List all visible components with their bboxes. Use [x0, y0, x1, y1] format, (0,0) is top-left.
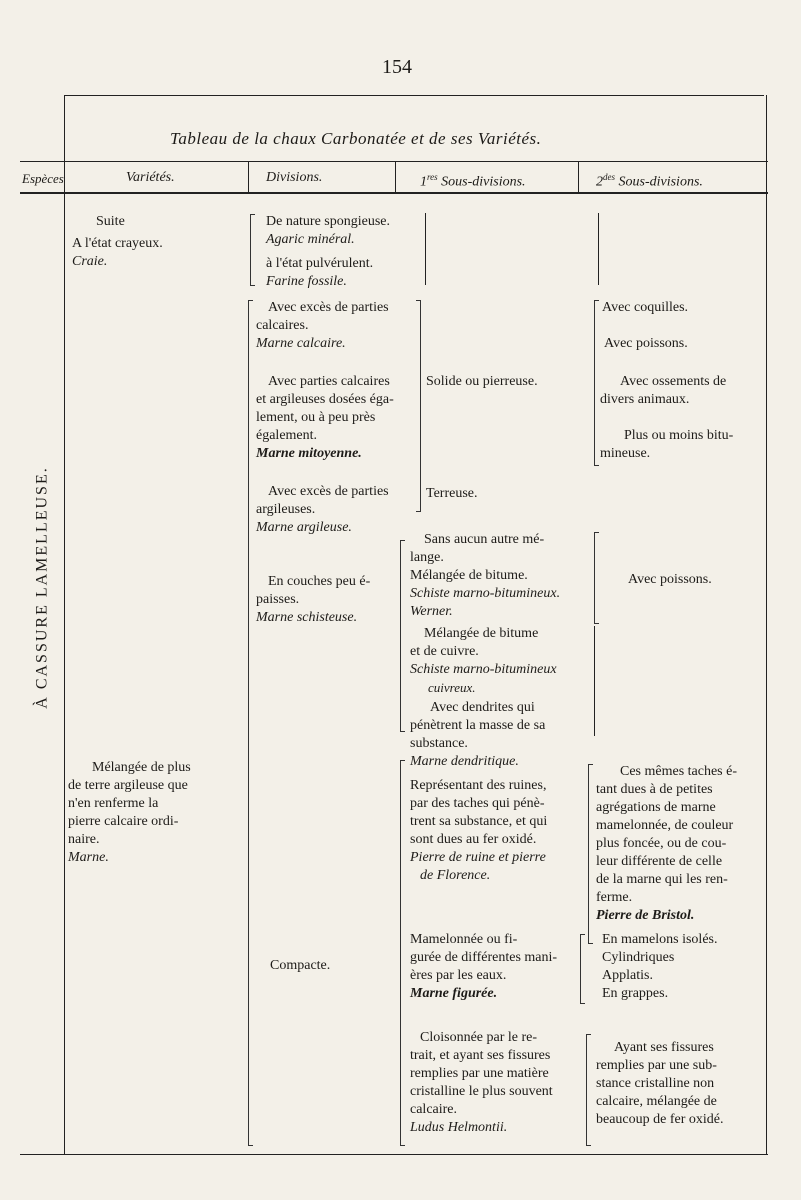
col-divider-2	[248, 161, 249, 193]
brace-figuree	[580, 934, 585, 1004]
ludus-s5: beaucoup de fer oxidé.	[596, 1112, 724, 1127]
ludus-s1: Ayant ses fissures	[614, 1040, 714, 1055]
ruine-l2: par des taches qui pénè-	[410, 796, 545, 811]
header-sub2-sup: des	[603, 172, 615, 182]
solide-label: Solide ou pierreuse.	[426, 374, 538, 389]
div-spongy: De nature spongieuse.	[266, 214, 391, 229]
ruine-l1: Représentant des ruines,	[410, 778, 547, 793]
ludus-l1: Cloisonnée par le re-	[420, 1030, 538, 1045]
argil-l1: Avec excès de parties	[268, 484, 389, 499]
solide-bitu-2: mineuse.	[600, 446, 651, 461]
schiste-dend-2: pénètrent la masse de sa	[410, 718, 546, 733]
brace-marne	[248, 300, 253, 1146]
solide-ossements: Avec ossements de	[620, 374, 727, 389]
brace-ruine	[588, 764, 593, 944]
schiste-cuiv-4: cuivreux.	[428, 680, 476, 695]
col-line-craie-a	[425, 213, 426, 285]
couches-l2: paisses.	[256, 592, 300, 607]
variety-marne-l4: pierre calcaire ordi-	[68, 814, 179, 829]
ludus-l4: cristalline le plus souvent	[410, 1084, 553, 1099]
couches-name: Marne schisteuse.	[256, 610, 358, 625]
ludus-s4: calcaire, mélangée de	[596, 1094, 717, 1109]
figuree-l4: Marne figurée.	[410, 986, 498, 1001]
mitoy-l2: et argileuses dosées éga-	[256, 392, 394, 407]
header-sub1-label: Sous-divisions.	[441, 174, 526, 190]
brace-ludus	[586, 1034, 591, 1146]
schiste-poissons: Avec poissons.	[628, 572, 712, 587]
figuree-s1: En mamelons isolés.	[602, 932, 718, 947]
header-sub2-label: Sous-divisions.	[618, 174, 703, 190]
schiste-cuiv-1: Mélangée de bitume	[424, 626, 539, 641]
figuree-s4: En grappes.	[602, 986, 669, 1001]
ruine-s5: plus foncée, ou de cou-	[596, 836, 727, 851]
terreuse-label: Terreuse.	[426, 486, 478, 501]
table-title: Tableau de la chaux Carbonatée et de ses Variétés.	[170, 129, 542, 148]
ludus-s3: stance cristalline non	[596, 1076, 715, 1091]
brace-solide-sub	[594, 300, 599, 466]
div-spongy-name: Agaric minéral.	[266, 232, 355, 247]
ruine-l5: Pierre de ruine et pierre	[410, 850, 546, 865]
header-varietes: Variétés.	[126, 170, 175, 185]
brace-compacte	[400, 760, 405, 1146]
ludus-l6: Ludus Helmontii.	[410, 1120, 508, 1135]
table-bottom-rule	[20, 1154, 768, 1155]
solide-ossements-2: divers animaux.	[600, 392, 690, 407]
ludus-l3: remplies par une matière	[410, 1066, 549, 1081]
ruine-s6: leur différente de celle	[596, 854, 723, 869]
ruine-l3: trent sa substance, et qui	[410, 814, 548, 829]
schiste-cuiv-3: Schiste marno-bitumineux	[410, 662, 557, 677]
mitoy-l4: également.	[256, 428, 318, 443]
espece-label: À CASSURE LAMELLEUSE.	[33, 466, 51, 709]
figuree-l1: Mamelonnée ou fi-	[410, 932, 518, 947]
argil-name: Marne argileuse.	[256, 520, 352, 535]
schiste-dend-1: Avec dendrites qui	[430, 700, 535, 715]
variety-craie-name: Craie.	[72, 254, 108, 269]
header-sub1-num: 1	[420, 174, 427, 190]
variety-suite: Suite	[96, 214, 125, 229]
variety-marne-l2: de terre argileuse que	[68, 778, 188, 793]
header-sub1-sup: res	[427, 172, 438, 182]
solide-coquilles: Avec coquilles.	[602, 300, 689, 315]
brace-schiste-poissons	[594, 532, 599, 624]
header-sub1	[420, 170, 526, 190]
div-pulv-name: Farine fossile.	[266, 274, 347, 289]
mitoy-l3: lement, ou à peu près	[256, 410, 376, 425]
ludus-l2: trait, et ayant ses fissures	[410, 1048, 551, 1063]
brace-solide	[416, 300, 421, 512]
ruine-l6: de Florence.	[420, 868, 491, 883]
schiste-cuiv-2: et de cuivre.	[410, 644, 479, 659]
schiste-bit-1: Mélangée de bitume.	[410, 568, 528, 583]
header-top-rule	[20, 161, 768, 162]
col-line-schiste	[594, 626, 595, 736]
schiste-sans-2: lange.	[410, 550, 444, 565]
calc-l1: Avec excès de parties	[268, 300, 389, 315]
solide-bitu: Plus ou moins bitu-	[624, 428, 734, 443]
ludus-l5: calcaire.	[410, 1102, 458, 1117]
page-number: 154	[382, 56, 412, 78]
brace-craie	[250, 214, 255, 286]
ruine-s2: tant dues à de petites	[596, 782, 713, 797]
header-sub2-num: 2	[596, 174, 603, 190]
col-divider-3	[395, 161, 396, 193]
header-bottom-rule	[20, 192, 768, 194]
header-especes: Espèces	[22, 171, 64, 186]
col-line-craie-b	[598, 213, 599, 285]
ruine-l4: sont dues au fer oxidé.	[410, 832, 537, 847]
ruine-s1: Ces mêmes taches é-	[620, 764, 738, 779]
title-top-rule	[64, 95, 764, 96]
solide-poissons: Avec poissons.	[604, 336, 688, 351]
header-divisions: Divisions.	[266, 170, 323, 185]
variety-marne-l3: n'en renferme la	[68, 796, 159, 811]
brace-schiste	[400, 540, 405, 732]
ruine-s8: ferme.	[596, 890, 633, 905]
ruine-s9: Pierre de Bristol.	[596, 908, 695, 923]
compacte-label: Compacte.	[270, 958, 331, 973]
ruine-s3: agrégations de marne	[596, 800, 716, 815]
ruine-s4: mamelonnée, de couleur	[596, 818, 734, 833]
calc-l2: calcaires.	[256, 318, 309, 333]
figuree-s2: Cylindriques	[602, 950, 675, 965]
schiste-bit-3: Werner.	[410, 604, 453, 619]
col-divider-4	[578, 161, 579, 193]
figuree-l3: ères par les eaux.	[410, 968, 507, 983]
argil-l2: argileuses.	[256, 502, 316, 517]
ruine-s7: de la marne qui les ren-	[596, 872, 728, 887]
variety-craie-state: A l'état crayeux.	[72, 236, 163, 251]
div-pulv: à l'état pulvérulent.	[266, 256, 374, 271]
header-sub2	[596, 170, 703, 190]
col-divider-1	[64, 95, 65, 1154]
schiste-dend-4: Marne dendritique.	[410, 754, 519, 769]
schiste-bit-2: Schiste marno-bitumineux.	[410, 586, 561, 601]
mitoy-name: Marne mitoyenne.	[256, 446, 362, 461]
mitoy-l1: Avec parties calcaires	[268, 374, 390, 389]
figuree-l2: gurée de différentes mani-	[410, 950, 558, 965]
right-frame	[766, 95, 767, 1154]
calc-name: Marne calcaire.	[256, 336, 346, 351]
variety-marne-name: Marne.	[68, 850, 109, 865]
schiste-sans-1: Sans aucun autre mé-	[424, 532, 545, 547]
couches-l1: En couches peu é-	[268, 574, 371, 589]
variety-marne-l1: Mélangée de plus	[92, 760, 191, 775]
schiste-dend-3: substance.	[410, 736, 468, 751]
figuree-s3: Applatis.	[602, 968, 653, 983]
variety-marne-l5: naire.	[68, 832, 100, 847]
ludus-s2: remplies par une sub-	[596, 1058, 717, 1073]
